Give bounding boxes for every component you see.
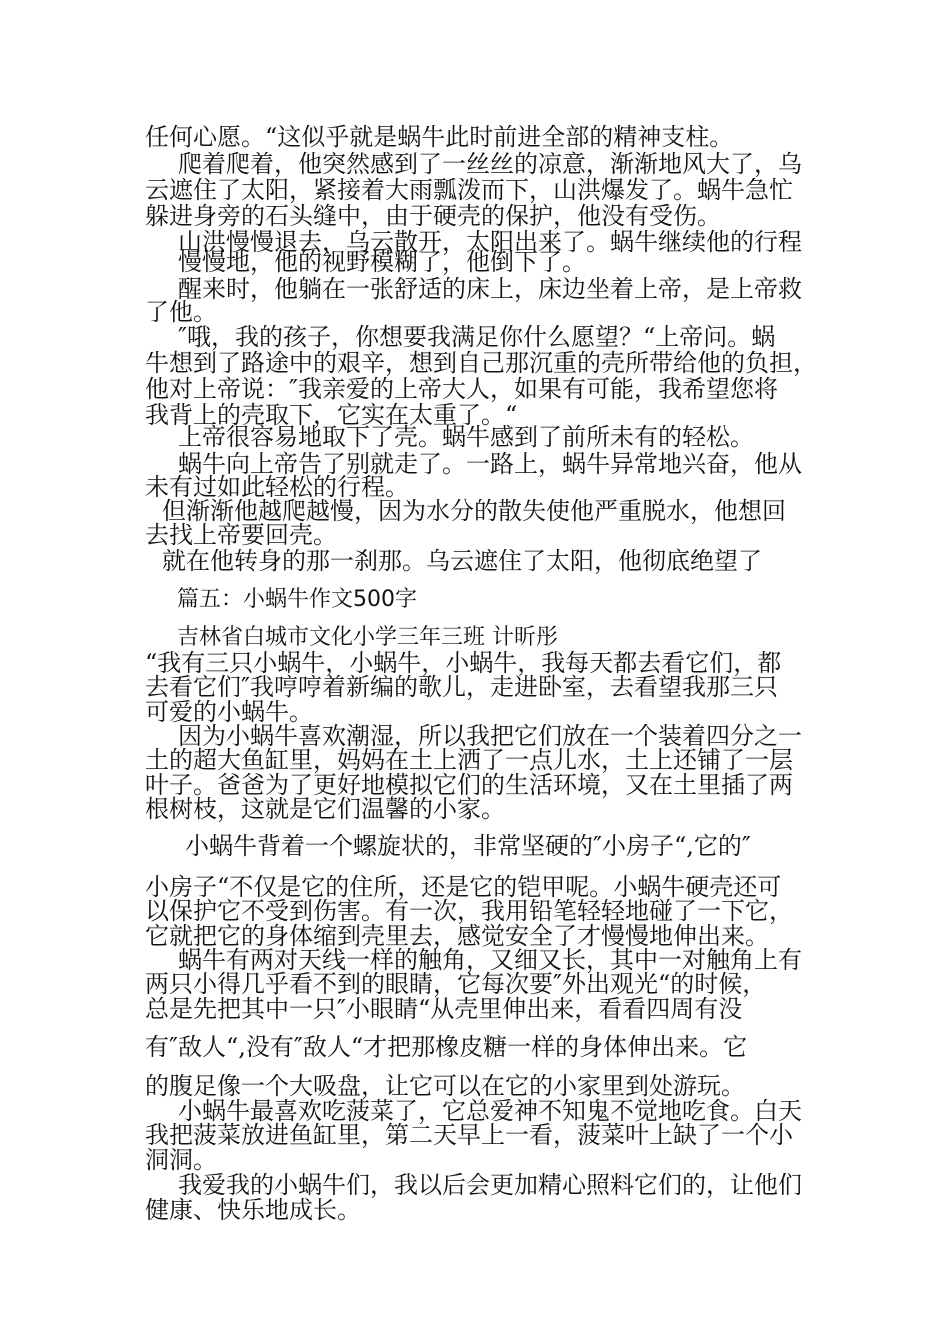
text-line: 蜗牛向上帝告了别就走了。一路上，蜗牛异常地兴奋，他从 <box>178 450 802 478</box>
text-line: 去找上帝要回壳。 <box>145 521 337 549</box>
text-line: 土的超大鱼缸里，妈妈在土上洒了一点儿水，土上还铺了一层 <box>145 746 793 774</box>
text-line: 醒来时，他躺在一张舒适的床上，床边坐着上帝，是上帝救 <box>178 275 802 303</box>
text-line: 有″敌人“,没有″敌人“才把那橡皮糖一样的身体伸出来。它 <box>145 1033 748 1061</box>
text-line: 他对上帝说：″我亲爱的上帝大人，如果有可能，我希望您将 <box>145 375 778 403</box>
text-line: 我把菠菜放进鱼缸里，第二天早上一看，菠菜叶上缺了一个小 <box>145 1121 793 1149</box>
text-line: 但渐渐他越爬越慢，因为水分的散失使他严重脱水，他想回 <box>162 497 786 525</box>
text-line: ″哦，我的孩子，你想要我满足你什么愿望？“上帝问。蜗 <box>178 323 776 351</box>
text-line: 总是先把其中一只″小眼睛“从壳里伸出来，看看四周有没 <box>145 995 743 1023</box>
text-line: 就在他转身的那一刹那。乌云遮住了太阳，他彻底绝望了 <box>162 547 762 575</box>
text-line: 小房子“不仅是它的住所，还是它的铠甲呢。小蜗牛硬壳还可 <box>145 873 782 901</box>
text-line: 蜗牛有两对天线一样的触角，又细又长，其中一对触角上有 <box>178 946 802 974</box>
text-line: 慢慢地，他的视野模糊了，他倒下了。 <box>178 248 586 276</box>
text-line: 两只小得几乎看不到的眼睛，它每次要″外出观光“的时候， <box>145 970 767 998</box>
text-line: 我背上的壳取下，它实在太重了。“ <box>145 401 518 429</box>
text-line: 的腹足像一个大吸盘，让它可以在它的小家里到处游玩。 <box>145 1072 745 1100</box>
text-line: 根树枝，这就是它们温馨的小家。 <box>145 795 505 823</box>
text-line: 山洪慢慢退去，乌云散开，太阳出来了。蜗牛继续他的行程 <box>178 228 802 256</box>
text-line: 健康、快乐地成长。 <box>145 1196 361 1224</box>
text-line: 小蜗牛最喜欢吃菠菜了，它总爱神不知鬼不觉地吃食。白天 <box>178 1097 802 1125</box>
text-line: 我爱我的小蜗牛们，我以后会更加精心照料它们的，让他们 <box>178 1171 802 1199</box>
text-line: 了他。 <box>145 298 217 326</box>
text-line: 上帝很容易地取下了壳。蜗牛感到了前所未有的轻松。 <box>178 423 754 451</box>
text-line: 去看它们″我哼哼着新编的歌儿，走进卧室，去看望我那三只 <box>145 673 778 701</box>
text-line: 云遮住了太阳，紧接着大雨瓢泼而下，山洪爆发了。蜗牛急忙 <box>145 176 793 204</box>
text-line: “我有三只小蜗牛，小蜗牛，小蜗牛，我每天都去看它们，都 <box>145 649 782 677</box>
author-line: 吉林省白城市文化小学三年三班 计昕彤 <box>177 625 558 650</box>
text-line: 躲进身旁的石头缝中，由于硬壳的保护，他没有受伤。 <box>145 202 721 230</box>
text-line: 小蜗牛背着一个螺旋状的，非常坚硬的″小房子“,它的″ <box>185 832 751 860</box>
text-line: 未有过如此轻松的行程。 <box>145 473 409 501</box>
text-line: 任何心愿。“这似乎就是蜗牛此时前进全部的精神支柱。 <box>145 123 734 151</box>
text-line: 爬着爬着，他突然感到了一丝丝的凉意，渐渐地风大了，乌 <box>178 150 802 178</box>
text-line: 以保护它不受到伤害。有一次，我用铅笔轻轻地碰了一下它， <box>145 897 793 925</box>
text-line: 洞洞。 <box>145 1146 217 1174</box>
text-line: 牛想到了路途中的艰辛，想到自己那沉重的壳所带给他的负担， <box>145 349 817 377</box>
text-line: 叶子。爸爸为了更好地模拟它们的生活环境，又在土里插了两 <box>145 771 793 799</box>
section-heading: 篇五：小蜗牛作文500字 <box>177 587 417 612</box>
text-line: 它就把它的身体缩到壳里去，感觉安全了才慢慢地伸出来。 <box>145 922 769 950</box>
text-line: 因为小蜗牛喜欢潮湿，所以我把它们放在一个装着四分之一 <box>178 722 802 750</box>
text-line: 可爱的小蜗牛。 <box>145 698 313 726</box>
